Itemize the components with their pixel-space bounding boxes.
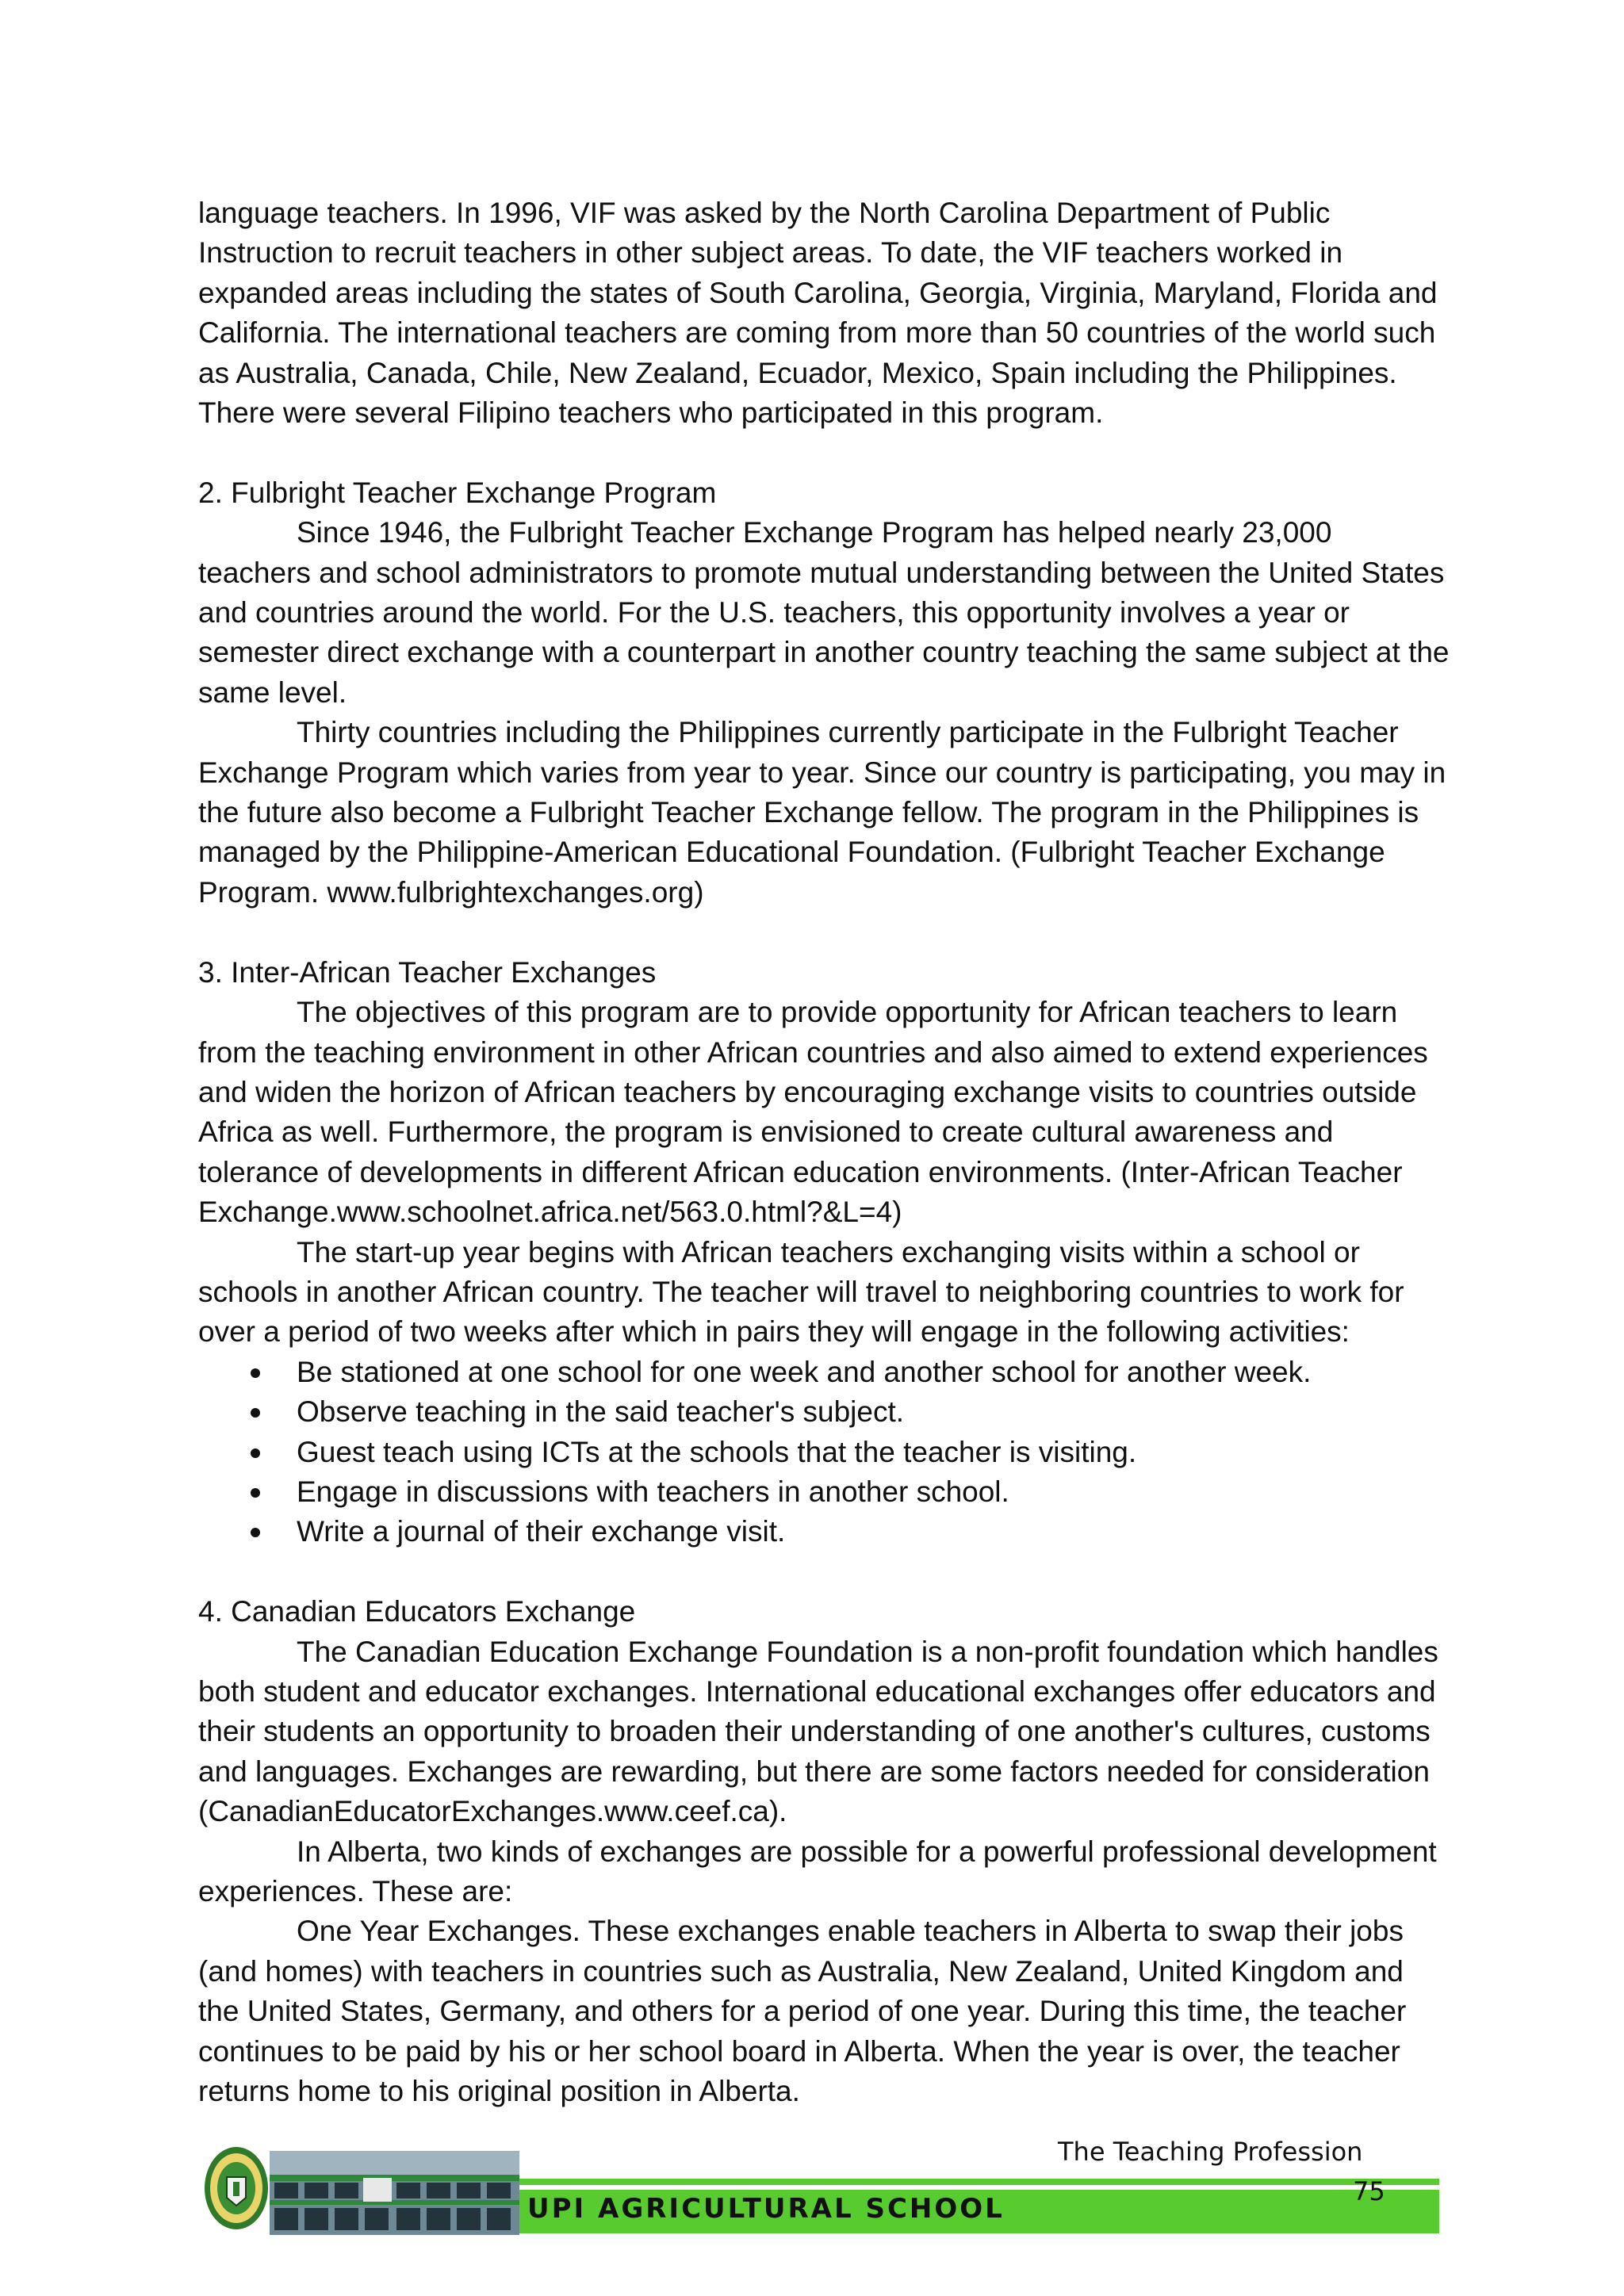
list-item: [198, 1392, 1451, 1432]
paragraph-inter-african-2: The start-up year begins with African teachers exchanging visits within a school or schools in another African country. The teacher will travel to neighboring countries to work for over a period of two weeks after which in pairs they will engage in the following activities:: [198, 1235, 1404, 1349]
paragraph-fulbright-2: Thirty countries including the Philippines currently participate in the Fulbright Teacher Exchange Program which varies from year to year. Since our country is participating, you may in the future also become a Fulbright Teacher Exchange fellow. The program in the Philippines is managed by the Philippine-American Educational Foundation. (Fulbright Teacher Exchange Program. www.fulbrightexchanges.org): [198, 716, 1446, 909]
paragraph-inter-african-1: The objectives of this program are to provide opportunity for African teachers to learn from the teaching environment in other African countries and also aimed to extend experiences and widen the horizon of African teachers by encouraging exchange visits to countries outside Africa as well. Furthermore, the program is envisioned to create cultural awareness and tolerance of developments in different African education environments. (Inter-African Teacher Exchange.www.schoolnet.africa.net/563.0.html?&L=4): [198, 996, 1428, 1229]
footer-title: The Teaching Profession: [1058, 2137, 1363, 2167]
paragraph-1: language teachers. In 1996, VIF was asked by the North Carolina Department of Public Instruction to recruit teachers in other subject areas. To date, the VIF teachers worked in expanded areas including the states of South Carolina, Georgia, Virginia, Maryland, Florida and California. The international teachers are coming from more than 50 countries of the world such as Australia, Canada, Chile, New Zealand, Ecuador, Mexico, Spain including the Philippines. There were several Filipino teachers who participated in this program.: [198, 197, 1438, 430]
heading-canadian: 4. Canadian Educators Exchange: [198, 1595, 636, 1628]
list-item: [198, 1512, 1451, 1552]
school-name: UPI AGRICULTURAL SCHOOL: [527, 2193, 1005, 2225]
list-item-text: Guest teach using ICTs at the schools that the teacher is visiting.: [297, 1435, 1137, 1468]
list-item-text: Be stationed at one school for one week and another school for another week.: [297, 1355, 1312, 1388]
bullet-icon: [251, 1488, 260, 1498]
activities-list: [198, 1353, 1451, 1552]
list-item-text: Engage in discussions with teachers in another school.: [297, 1475, 1009, 1508]
bullet-icon: [251, 1448, 260, 1458]
spacer: [198, 1552, 1451, 1592]
school-seal: [203, 2145, 270, 2231]
list-item-text: Observe teaching in the said teacher's subject.: [297, 1395, 904, 1429]
paragraph-fulbright-1: Since 1946, the Fulbright Teacher Exchange Program has helped nearly 23,000 teachers and school administrators to promote mutual understanding between the United States and countries around the world. For the U.S. teachers, this opportunity involves a year or semester direct exchange with a counterpart in another country teaching the same subject at the same level.: [198, 516, 1450, 709]
paragraph-canadian-3: One Year Exchanges. These exchanges enable teachers in Alberta to swap their jobs (and homes) with teachers in countries such as Australia, New Zealand, United Kingdom and the United States, Germany, and others for a period of one year. During this time, the teacher continues to be paid by his or her school board in Alberta. When the year is over, the teacher returns home to his original position in Alberta.: [198, 1915, 1407, 2108]
bullet-icon: [251, 1528, 260, 1537]
list-item: [198, 1433, 1451, 1472]
bullet-icon: [251, 1368, 260, 1378]
heading-fulbright: 2. Fulbright Teacher Exchange Program: [198, 476, 717, 509]
page-number: 75: [1353, 2176, 1385, 2206]
spacer: [198, 913, 1451, 952]
list-item: [198, 1353, 1451, 1392]
spacer: [198, 433, 1451, 473]
list-item: [198, 1472, 1451, 1512]
body-text: [198, 193, 1451, 2111]
bullet-icon: [251, 1408, 260, 1418]
paragraph-canadian-1: The Canadian Education Exchange Foundation is a non-profit foundation which handles both student and educator exchanges. International educational exchanges offer educators and their students an opportunity to broaden their understanding of one another's cultures, customs and languages. Exchanges are rewarding, but there are some factors needed for consideration (CanadianEducatorExchanges.www.ceef.ca).: [198, 1635, 1438, 1828]
school-building-image: [270, 2151, 519, 2235]
list-item-text: Write a journal of their exchange visit.: [297, 1515, 786, 1548]
heading-inter-african: 3. Inter-African Teacher Exchanges: [198, 955, 657, 989]
building-icon: [270, 2151, 519, 2235]
paragraph-canadian-2: In Alberta, two kinds of exchanges are possible for a powerful professional development experiences. These are:: [198, 1835, 1437, 1908]
seal-icon: [203, 2145, 270, 2231]
